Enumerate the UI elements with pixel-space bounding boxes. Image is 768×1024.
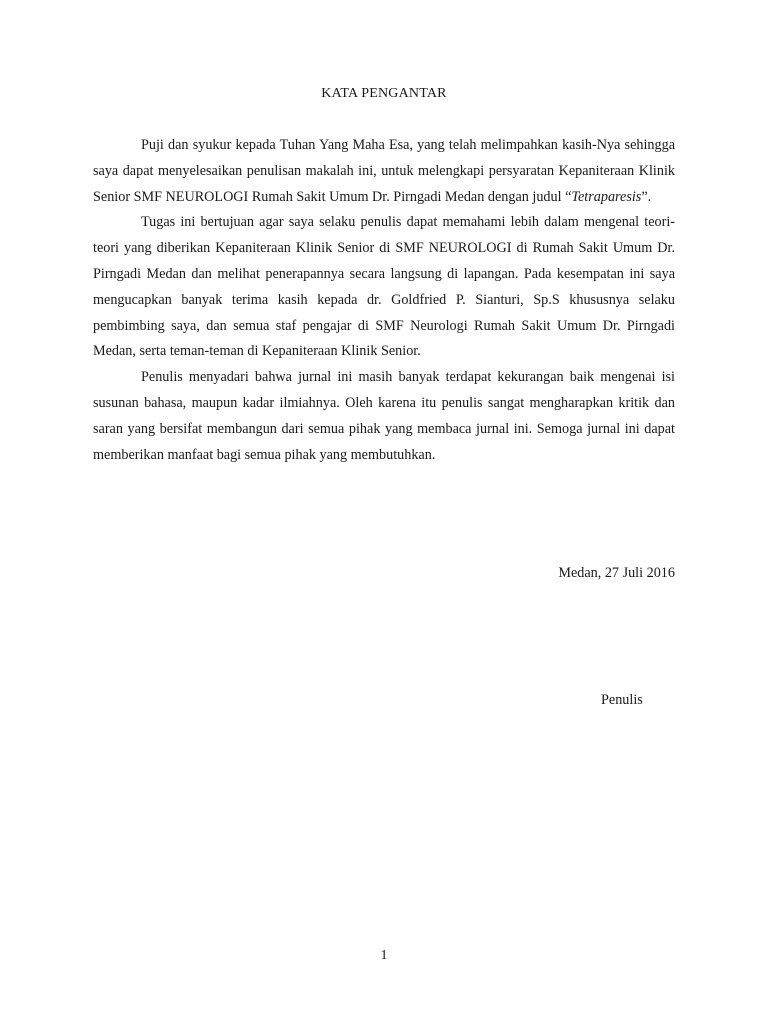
- paragraph-2: Tugas ini bertujuan agar saya selaku penulis dapat memahami lebih dalam mengenal teori-teori yang diberikan Kepaniteraan Klinik Senior di SMF NEUROLOGI di Rumah Sakit Umum Dr. Pirngadi Medan dan melihat penerapannya secara langsung di lapangan. Pada kesempatan ini saya mengucapkan banyak terima kasih kepada dr. Goldfried P. Sianturi, Sp.S khususnya selaku pembimbing saya, dan semua staf pengajar di SMF Neurologi Rumah Sakit Umum Dr. Pirngadi Medan, serta teman-teman di Kepaniteraan Klinik Senior.: [93, 214, 675, 360]
- paragraph-1: [93, 133, 675, 210]
- body-text: [93, 133, 675, 468]
- place-date: Medan, 27 Juli 2016: [558, 565, 675, 581]
- paragraph-1-text: Puji dan syukur kepada Tuhan Yang Maha Esa, yang telah melimpahkan kasih-Nya sehingga saya dapat menyelesaikan penulisan makalah ini, untuk melengkapi persyaratan Kepaniteraan Klinik Senior SMF NEUROLOGI Rumah Sakit Umum Dr. Pirngadi Medan dengan judul “: [93, 137, 675, 205]
- page-title: KATA PENGANTAR: [321, 86, 447, 101]
- paragraph-1-italic-title: Tetraparesis: [571, 188, 642, 205]
- page-number: 1: [380, 948, 388, 963]
- paragraph-1-end: ”.: [641, 188, 652, 205]
- author-signature: Penulis: [601, 692, 643, 708]
- paragraph-3: Penulis menyadari bahwa jurnal ini masih banyak terdapat kekurangan baik mengenai isi susunan bahasa, maupun kadar ilmiahnya. Oleh karena itu penulis sangat mengharapkan kritik dan saran yang bersifat membangun dari semua pihak yang membaca jurnal ini. Semoga jurnal ini dapat memberikan manfaat bagi semua pihak yang membutuhkan.: [93, 369, 675, 463]
